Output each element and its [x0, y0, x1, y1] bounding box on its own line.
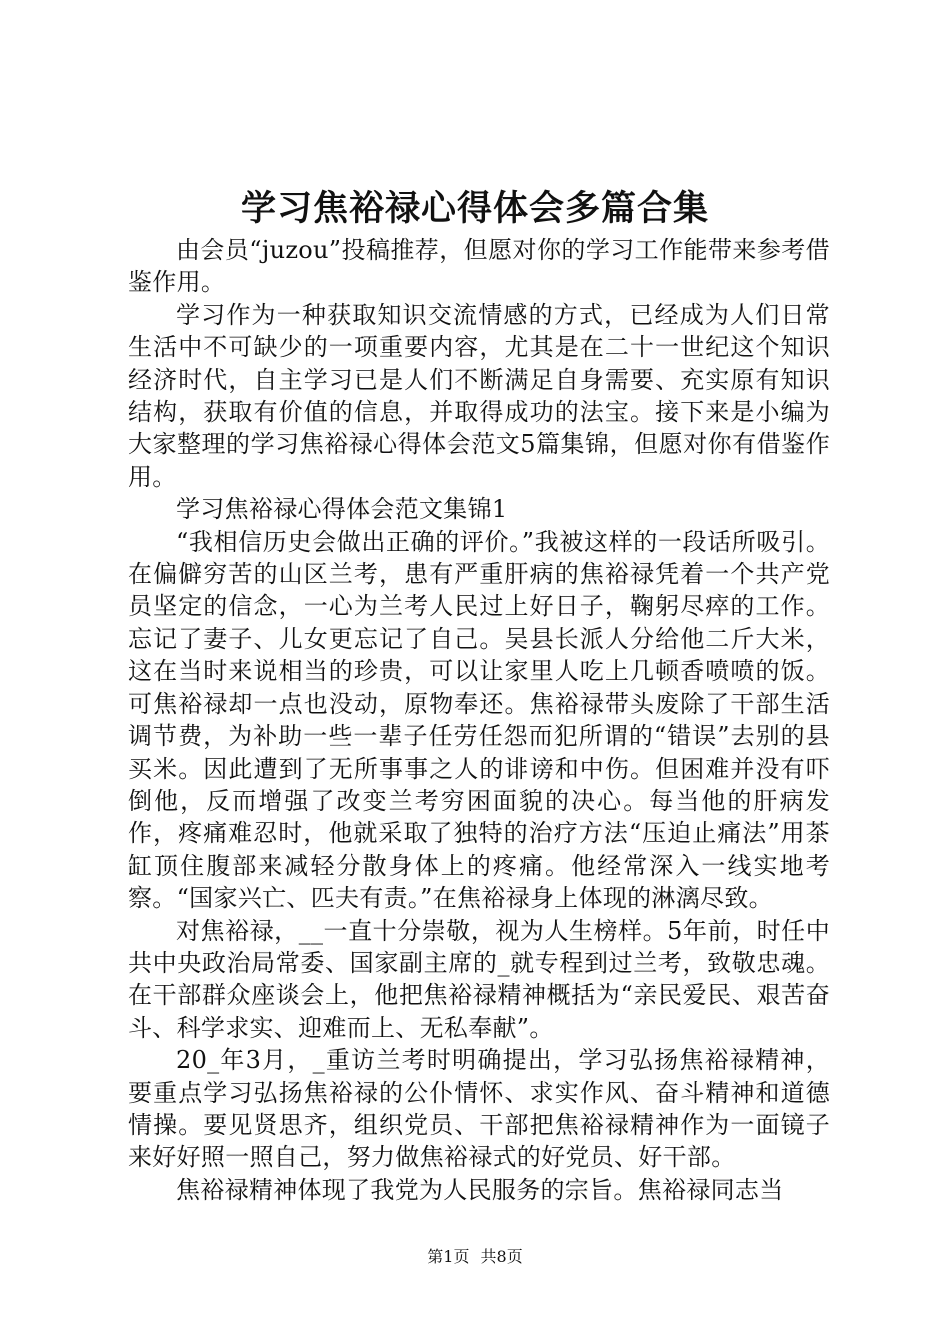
page-total: 共8页: [480, 1247, 523, 1266]
document-body: [128, 234, 830, 1206]
paragraph-essay-1: “我相信历史会做出正确的评价。”我被这样的一段话所吸引。在偏僻穷苦的山区兰考，患有严重肝病的焦裕禄凭着一个共产党员坚定的信念，一心为兰考人民过上好日子，鞠躬尽瘁的工作。忘记了妻子、儿女更忘记了自己。吴县长派人分给他二斤大米，这在当时来说相当的珍贵，可以让家里人吃上几顿香喷喷的饭。可焦裕禄却一点也没动，原物奉还。焦裕禄带头废除了干部生活调节费，为补助一些一辈子任劳任怨而犯所谓的“错误”去别的县买米。因此遭到了无所事事之人的诽谤和中伤。但困难并没有吓倒他，反而增强了改变兰考穷困面貌的决心。每当他的肝病发作，疼痛难忍时，他就采取了独特的治疗方法“压迫止痛法”用茶缸顶住腹部来减轻分散身体上的疼痛。他经常深入一线实地考察。“国家兴亡、匹夫有责。”在焦裕禄身上体现的淋漓尽致。: [128, 527, 830, 913]
page-footer: [0, 1247, 950, 1267]
paragraph-essay-2: 对焦裕禄，__一直十分崇敬，视为人生榜样。5年前，时任中共中央政治局常委、国家副主席的_就专程到过兰考，致敬忠魂。在干部群众座谈会上，他把焦裕禄精神概括为“亲民爱民、艰苦奋斗、科学求实、迎难而上、无私奉献”。: [128, 916, 830, 1042]
section-heading-1: 学习焦裕禄心得体会范文集锦1: [176, 495, 508, 524]
paragraph-essay-3: 20_年3月，_重访兰考时明确提出，学习弘扬焦裕禄精神，要重点学习弘扬焦裕禄的公仆情怀、求实作风、奋斗精神和道德情操。要见贤思齐，组织党员、干部把焦裕禄精神作为一面镜子来好好照一照自己，努力做焦裕禄式的好党员、好干部。: [128, 1046, 830, 1172]
paragraph-preface: 学习作为一种获取知识交流情感的方式，已经成为人们日常生活中不可缺少的一项重要内容，尤其是在二十一世纪这个知识经济时代，自主学习已是人们不断满足自身需要、充实原有知识结构，获取有价值的信息，并取得成功的法宝。接下来是小编为大家整理的学习焦裕禄心得体会范文5篇集锦，但愿对你有借鉴作用。: [128, 300, 830, 491]
paragraph-essay-4: 焦裕禄精神体现了我党为人民服务的宗旨。焦裕禄同志当: [176, 1175, 784, 1204]
page-number: 第1页: [427, 1247, 470, 1266]
paragraph-intro: 由会员“juzou”投稿推荐，但愿对你的学习工作能带来参考借鉴作用。: [128, 236, 830, 297]
document-title: 学习焦裕禄心得体会多篇合集: [240, 188, 709, 229]
